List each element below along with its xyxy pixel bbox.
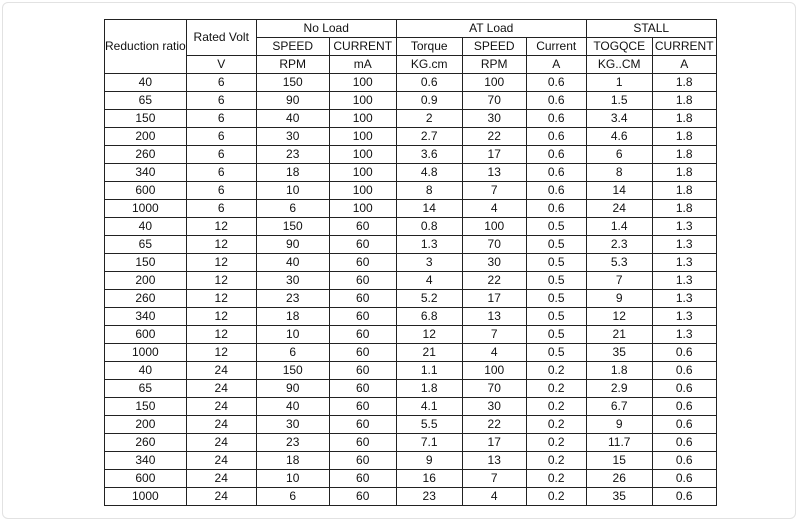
table-cell: 90 — [256, 236, 329, 254]
motor-spec-table — [104, 19, 717, 506]
table-cell: 23 — [256, 290, 329, 308]
table-cell: 6.8 — [396, 308, 462, 326]
table-cell: 1.8 — [652, 182, 716, 200]
table-row — [105, 182, 717, 200]
table-cell: 6 — [186, 164, 256, 182]
table-row — [105, 398, 717, 416]
table-cell: 6 — [256, 200, 329, 218]
table-cell: 100 — [329, 182, 396, 200]
table-cell: 17 — [462, 290, 526, 308]
table-cell: 5.2 — [396, 290, 462, 308]
table-cell: 150 — [256, 74, 329, 92]
subheader: CURRENT — [329, 38, 396, 56]
table-cell: 40 — [256, 398, 329, 416]
table-cell: 0.6 — [652, 452, 716, 470]
table-cell: 26 — [586, 470, 652, 488]
table-cell: 0.5 — [526, 344, 586, 362]
table-row — [105, 488, 717, 506]
table-row — [105, 200, 717, 218]
table-cell: 10 — [256, 326, 329, 344]
table-cell: 0.6 — [396, 74, 462, 92]
table-cell: 13 — [462, 164, 526, 182]
table-cell: 2 — [396, 110, 462, 128]
table-cell: 0.6 — [652, 380, 716, 398]
table-cell: 1.3 — [652, 218, 716, 236]
table-cell: 12 — [186, 326, 256, 344]
table-cell: 0.2 — [526, 416, 586, 434]
table-row — [105, 470, 717, 488]
table-cell: 0.5 — [526, 308, 586, 326]
table-cell: 0.2 — [526, 488, 586, 506]
table-cell: 7 — [462, 182, 526, 200]
table-cell: 23 — [396, 488, 462, 506]
table-cell: 9 — [586, 416, 652, 434]
table-cell: 2.7 — [396, 128, 462, 146]
table-cell: 12 — [396, 326, 462, 344]
table-cell: 6 — [586, 146, 652, 164]
subheader: SPEED — [462, 38, 526, 56]
table-cell: 14 — [586, 182, 652, 200]
table-cell: 60 — [329, 344, 396, 362]
table-cell: 4 — [462, 344, 526, 362]
table-cell: 6 — [186, 74, 256, 92]
table-cell: 600 — [105, 470, 187, 488]
header-no-load: No Load — [256, 20, 396, 38]
table-cell: 30 — [256, 272, 329, 290]
table-cell: 340 — [105, 308, 187, 326]
table-cell: 1.8 — [652, 146, 716, 164]
table-cell: 4 — [462, 200, 526, 218]
table-cell: 200 — [105, 128, 187, 146]
table-cell: 15 — [586, 452, 652, 470]
table-row — [105, 74, 717, 92]
table-cell: 0.6 — [652, 416, 716, 434]
table-cell: 100 — [329, 146, 396, 164]
table-cell: 1.5 — [586, 92, 652, 110]
header-at-load: AT Load — [396, 20, 586, 38]
table-cell: 12 — [186, 218, 256, 236]
table-cell: 23 — [256, 434, 329, 452]
table-cell: 90 — [256, 380, 329, 398]
table-cell: 24 — [186, 488, 256, 506]
table-cell: 2.9 — [586, 380, 652, 398]
table-cell: 0.5 — [526, 236, 586, 254]
table-cell: 150 — [105, 254, 187, 272]
unit: RPM — [462, 56, 526, 74]
table-cell: 0.2 — [526, 470, 586, 488]
table-cell: 0.6 — [526, 92, 586, 110]
table-cell: 18 — [256, 452, 329, 470]
table-cell: 600 — [105, 182, 187, 200]
table-cell: 260 — [105, 146, 187, 164]
table-cell: 1.3 — [652, 236, 716, 254]
table-cell: 60 — [329, 452, 396, 470]
table-cell: 30 — [256, 416, 329, 434]
table-cell: 14 — [396, 200, 462, 218]
table-cell: 100 — [329, 92, 396, 110]
table-cell: 1.8 — [586, 362, 652, 380]
table-row — [105, 434, 717, 452]
table-cell: 6 — [256, 488, 329, 506]
table-cell: 30 — [462, 398, 526, 416]
table-row — [105, 92, 717, 110]
table-row — [105, 326, 717, 344]
table-cell: 1.1 — [396, 362, 462, 380]
table-cell: 18 — [256, 164, 329, 182]
table-cell: 0.2 — [526, 452, 586, 470]
table-cell: 90 — [256, 92, 329, 110]
table-cell: 6.7 — [586, 398, 652, 416]
table-row — [105, 344, 717, 362]
table-cell: 0.6 — [652, 434, 716, 452]
table-cell: 40 — [256, 254, 329, 272]
table-cell: 60 — [329, 380, 396, 398]
table-cell: 6 — [186, 200, 256, 218]
table-cell: 22 — [462, 272, 526, 290]
table-cell: 600 — [105, 326, 187, 344]
table-cell: 1.3 — [652, 326, 716, 344]
table-cell: 1.3 — [652, 254, 716, 272]
table-cell: 0.2 — [526, 362, 586, 380]
table-cell: 0.9 — [396, 92, 462, 110]
table-cell: 3 — [396, 254, 462, 272]
table-cell: 100 — [462, 74, 526, 92]
unit: A — [652, 56, 716, 74]
table-cell: 1.4 — [586, 218, 652, 236]
table-cell: 60 — [329, 362, 396, 380]
table-cell: 100 — [462, 218, 526, 236]
table-cell: 0.6 — [652, 398, 716, 416]
table-cell: 0.6 — [526, 200, 586, 218]
table-cell: 100 — [462, 362, 526, 380]
table-cell: 17 — [462, 434, 526, 452]
table-cell: 1.8 — [652, 74, 716, 92]
table-cell: 0.6 — [526, 128, 586, 146]
table-cell: 65 — [105, 380, 187, 398]
table-row — [105, 236, 717, 254]
subheader: Current — [526, 38, 586, 56]
table-cell: 200 — [105, 416, 187, 434]
table-cell: 60 — [329, 308, 396, 326]
header-row-1 — [105, 20, 717, 38]
unit: KG.cm — [396, 56, 462, 74]
table-cell: 7 — [462, 326, 526, 344]
table-row — [105, 164, 717, 182]
table-cell: 9 — [586, 290, 652, 308]
table-cell: 10 — [256, 182, 329, 200]
table-cell: 60 — [329, 416, 396, 434]
unit: A — [526, 56, 586, 74]
unit: V — [186, 56, 256, 74]
table-cell: 40 — [105, 74, 187, 92]
table-cell: 12 — [186, 236, 256, 254]
units-row — [105, 56, 717, 74]
table-cell: 6 — [186, 182, 256, 200]
table-cell: 6 — [256, 344, 329, 362]
table-cell: 1 — [586, 74, 652, 92]
table-row — [105, 308, 717, 326]
table-cell: 4 — [462, 488, 526, 506]
table-cell: 11.7 — [586, 434, 652, 452]
table-cell: 100 — [329, 200, 396, 218]
table-cell: 60 — [329, 254, 396, 272]
table-cell: 18 — [256, 308, 329, 326]
table-cell: 0.6 — [526, 74, 586, 92]
table-cell: 9 — [396, 452, 462, 470]
table-cell: 1.8 — [396, 380, 462, 398]
table-cell: 0.5 — [526, 272, 586, 290]
table-cell: 4.8 — [396, 164, 462, 182]
table-cell: 100 — [329, 128, 396, 146]
table-cell: 1.8 — [652, 92, 716, 110]
table-cell: 8 — [396, 182, 462, 200]
table-cell: 2.3 — [586, 236, 652, 254]
table-row — [105, 254, 717, 272]
table-cell: 0.5 — [526, 254, 586, 272]
table-cell: 340 — [105, 164, 187, 182]
table-cell: 24 — [186, 416, 256, 434]
table-cell: 6 — [186, 110, 256, 128]
table-cell: 12 — [186, 308, 256, 326]
header-reduction-ratio: Reduction ratio — [105, 20, 187, 74]
table-cell: 30 — [462, 110, 526, 128]
table-cell: 0.5 — [526, 218, 586, 236]
unit: RPM — [256, 56, 329, 74]
table-cell: 24 — [586, 200, 652, 218]
table-cell: 6 — [186, 128, 256, 146]
table-row — [105, 452, 717, 470]
table-cell: 150 — [105, 110, 187, 128]
table-cell: 13 — [462, 452, 526, 470]
table-cell: 7 — [586, 272, 652, 290]
table-cell: 12 — [186, 254, 256, 272]
table-cell: 1.3 — [396, 236, 462, 254]
table-cell: 0.2 — [526, 434, 586, 452]
table-cell: 0.6 — [652, 344, 716, 362]
table-cell: 60 — [329, 290, 396, 308]
table-cell: 1.8 — [652, 110, 716, 128]
table-cell: 21 — [396, 344, 462, 362]
table-cell: 0.6 — [652, 488, 716, 506]
table-cell: 24 — [186, 380, 256, 398]
header-rated-volt: Rated Volt — [186, 20, 256, 56]
table-cell: 10 — [256, 470, 329, 488]
table-cell: 0.5 — [526, 326, 586, 344]
table-cell: 70 — [462, 92, 526, 110]
table-cell: 6 — [186, 146, 256, 164]
table-cell: 150 — [256, 362, 329, 380]
table-row — [105, 110, 717, 128]
table-cell: 1.8 — [652, 200, 716, 218]
table-cell: 1000 — [105, 488, 187, 506]
table-cell: 60 — [329, 488, 396, 506]
table-cell: 0.2 — [526, 398, 586, 416]
table-cell: 340 — [105, 452, 187, 470]
table-cell: 1.8 — [652, 128, 716, 146]
table-cell: 6 — [186, 92, 256, 110]
table-cell: 5.3 — [586, 254, 652, 272]
table-cell: 16 — [396, 470, 462, 488]
table-cell: 100 — [329, 110, 396, 128]
table-cell: 0.6 — [526, 164, 586, 182]
table-cell: 24 — [186, 452, 256, 470]
table-cell: 260 — [105, 290, 187, 308]
table-cell: 21 — [586, 326, 652, 344]
table-cell: 60 — [329, 398, 396, 416]
table-cell: 200 — [105, 272, 187, 290]
table-cell: 0.6 — [652, 470, 716, 488]
table-cell: 30 — [256, 128, 329, 146]
table-row — [105, 362, 717, 380]
unit: KG..CM — [586, 56, 652, 74]
table-row — [105, 128, 717, 146]
table-cell: 100 — [329, 74, 396, 92]
table-cell: 13 — [462, 308, 526, 326]
table-cell: 0.6 — [526, 146, 586, 164]
table-cell: 4 — [396, 272, 462, 290]
table-cell: 24 — [186, 398, 256, 416]
table-cell: 40 — [256, 110, 329, 128]
subheader: CURRENT — [652, 38, 716, 56]
table-row — [105, 218, 717, 236]
table-cell: 60 — [329, 470, 396, 488]
table-cell: 8 — [586, 164, 652, 182]
subheader: Torque — [396, 38, 462, 56]
table-cell: 0.6 — [526, 182, 586, 200]
table-cell: 22 — [462, 416, 526, 434]
table-cell: 260 — [105, 434, 187, 452]
table-cell: 24 — [186, 362, 256, 380]
table-cell: 12 — [186, 272, 256, 290]
table-cell: 5.5 — [396, 416, 462, 434]
table-cell: 12 — [186, 290, 256, 308]
table-cell: 65 — [105, 236, 187, 254]
table-cell: 1000 — [105, 200, 187, 218]
table-cell: 150 — [105, 398, 187, 416]
table-cell: 35 — [586, 488, 652, 506]
table-cell: 150 — [256, 218, 329, 236]
table-cell: 35 — [586, 344, 652, 362]
subheader: TOGQCE — [586, 38, 652, 56]
table-cell: 12 — [586, 308, 652, 326]
table-cell: 4.6 — [586, 128, 652, 146]
table-cell: 3.6 — [396, 146, 462, 164]
table-cell: 0.8 — [396, 218, 462, 236]
table-cell: 60 — [329, 218, 396, 236]
table-cell: 60 — [329, 326, 396, 344]
table-row — [105, 272, 717, 290]
table-cell: 7.1 — [396, 434, 462, 452]
table-cell: 60 — [329, 434, 396, 452]
table-row — [105, 290, 717, 308]
table-cell: 1.3 — [652, 272, 716, 290]
table-cell: 65 — [105, 92, 187, 110]
table-cell: 30 — [462, 254, 526, 272]
table-cell: 70 — [462, 380, 526, 398]
table-cell: 1.3 — [652, 290, 716, 308]
table-cell: 1.3 — [652, 308, 716, 326]
table-cell: 3.4 — [586, 110, 652, 128]
table-cell: 0.5 — [526, 290, 586, 308]
table-cell: 17 — [462, 146, 526, 164]
table-cell: 60 — [329, 236, 396, 254]
table-cell: 100 — [329, 164, 396, 182]
table-cell: 1000 — [105, 344, 187, 362]
table-row — [105, 380, 717, 398]
table-cell: 7 — [462, 470, 526, 488]
header-stall: STALL — [586, 20, 716, 38]
table-cell: 1.8 — [652, 164, 716, 182]
table-cell: 24 — [186, 470, 256, 488]
table-cell: 70 — [462, 236, 526, 254]
table-cell: 0.6 — [652, 362, 716, 380]
subheader: SPEED — [256, 38, 329, 56]
table-cell: 0.2 — [526, 380, 586, 398]
table-cell: 4.1 — [396, 398, 462, 416]
table-cell: 0.6 — [526, 110, 586, 128]
table-row — [105, 416, 717, 434]
table-cell: 60 — [329, 272, 396, 290]
table-cell: 24 — [186, 434, 256, 452]
table-cell: 40 — [105, 362, 187, 380]
table-row — [105, 146, 717, 164]
table-cell: 40 — [105, 218, 187, 236]
table-cell: 22 — [462, 128, 526, 146]
table-cell: 23 — [256, 146, 329, 164]
table-cell: 12 — [186, 344, 256, 362]
unit: mA — [329, 56, 396, 74]
